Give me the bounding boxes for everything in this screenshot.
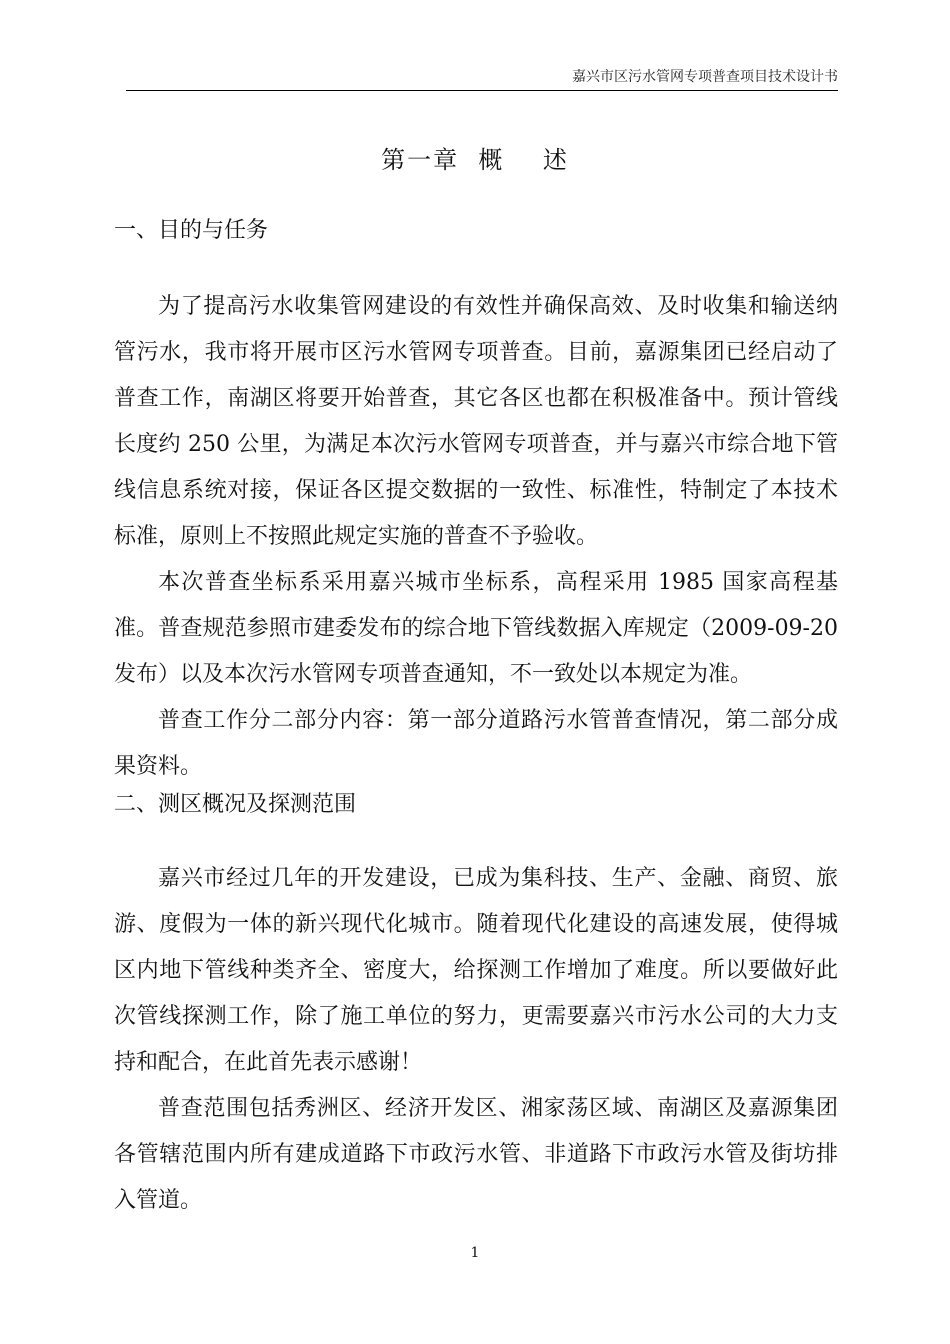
section-heading-survey-area: 二、测区概况及探测范围 [114, 792, 357, 817]
page-header [126, 68, 838, 91]
paragraph: 普查工作分二部分内容：第一部分道路污水管普查情况，第二部分成果资料。 [114, 708, 838, 779]
paragraph: 嘉兴市经过几年的开发建设，已成为集科技、生产、金融、商贸、旅游、度假为一体的新兴现代化城市。随着现代化建设的高速发展，使得城区内地下管线种类齐全、密度大，给探测工作增加了难度。所以要做好此次管线探测工作，除了施工单位的努力，更需要嘉兴市污水公司的大力支持和配合，在此首先表示感谢！ [114, 866, 838, 1075]
section-heading-purpose: 一、目的与任务 [114, 218, 269, 243]
document-title-header: 嘉兴市区污水管网专项普查项目技术设计书 [572, 69, 838, 85]
paragraph: 普查范围包括秀洲区、经济开发区、湘家荡区域、南湖区及嘉源集团各管辖范围内所有建成道路下市政污水管、非道路下市政污水管及街坊排入管道。 [114, 1096, 838, 1213]
paragraph: 本次普查坐标系采用嘉兴城市坐标系，高程采用 1985 国家高程基准。普查规范参照市建委发布的综合地下管线数据入库规定（2009-09-20 发布）以及本次污水管网专项普查通知，不一致处以本规定为准。 [114, 570, 838, 687]
page-number: 1 [470, 1245, 480, 1261]
chapter-title: 第一章 概 述 [381, 146, 569, 174]
paragraph: 为了提高污水收集管网建设的有效性并确保高效、及时收集和输送纳管污水，我市将开展市区污水管网专项普查。目前，嘉源集团已经启动了普查工作，南湖区将要开始普查，其它各区也都在积极准备中。预计管线长度约 250 公里，为满足本次污水管网专项普查，并与嘉兴市综合地下管线信息系统对接，保证各区提交数据的一致性、标准性，特制定了本技术标准，原则上不按照此规定实施的普查不予验收。 [114, 294, 838, 549]
